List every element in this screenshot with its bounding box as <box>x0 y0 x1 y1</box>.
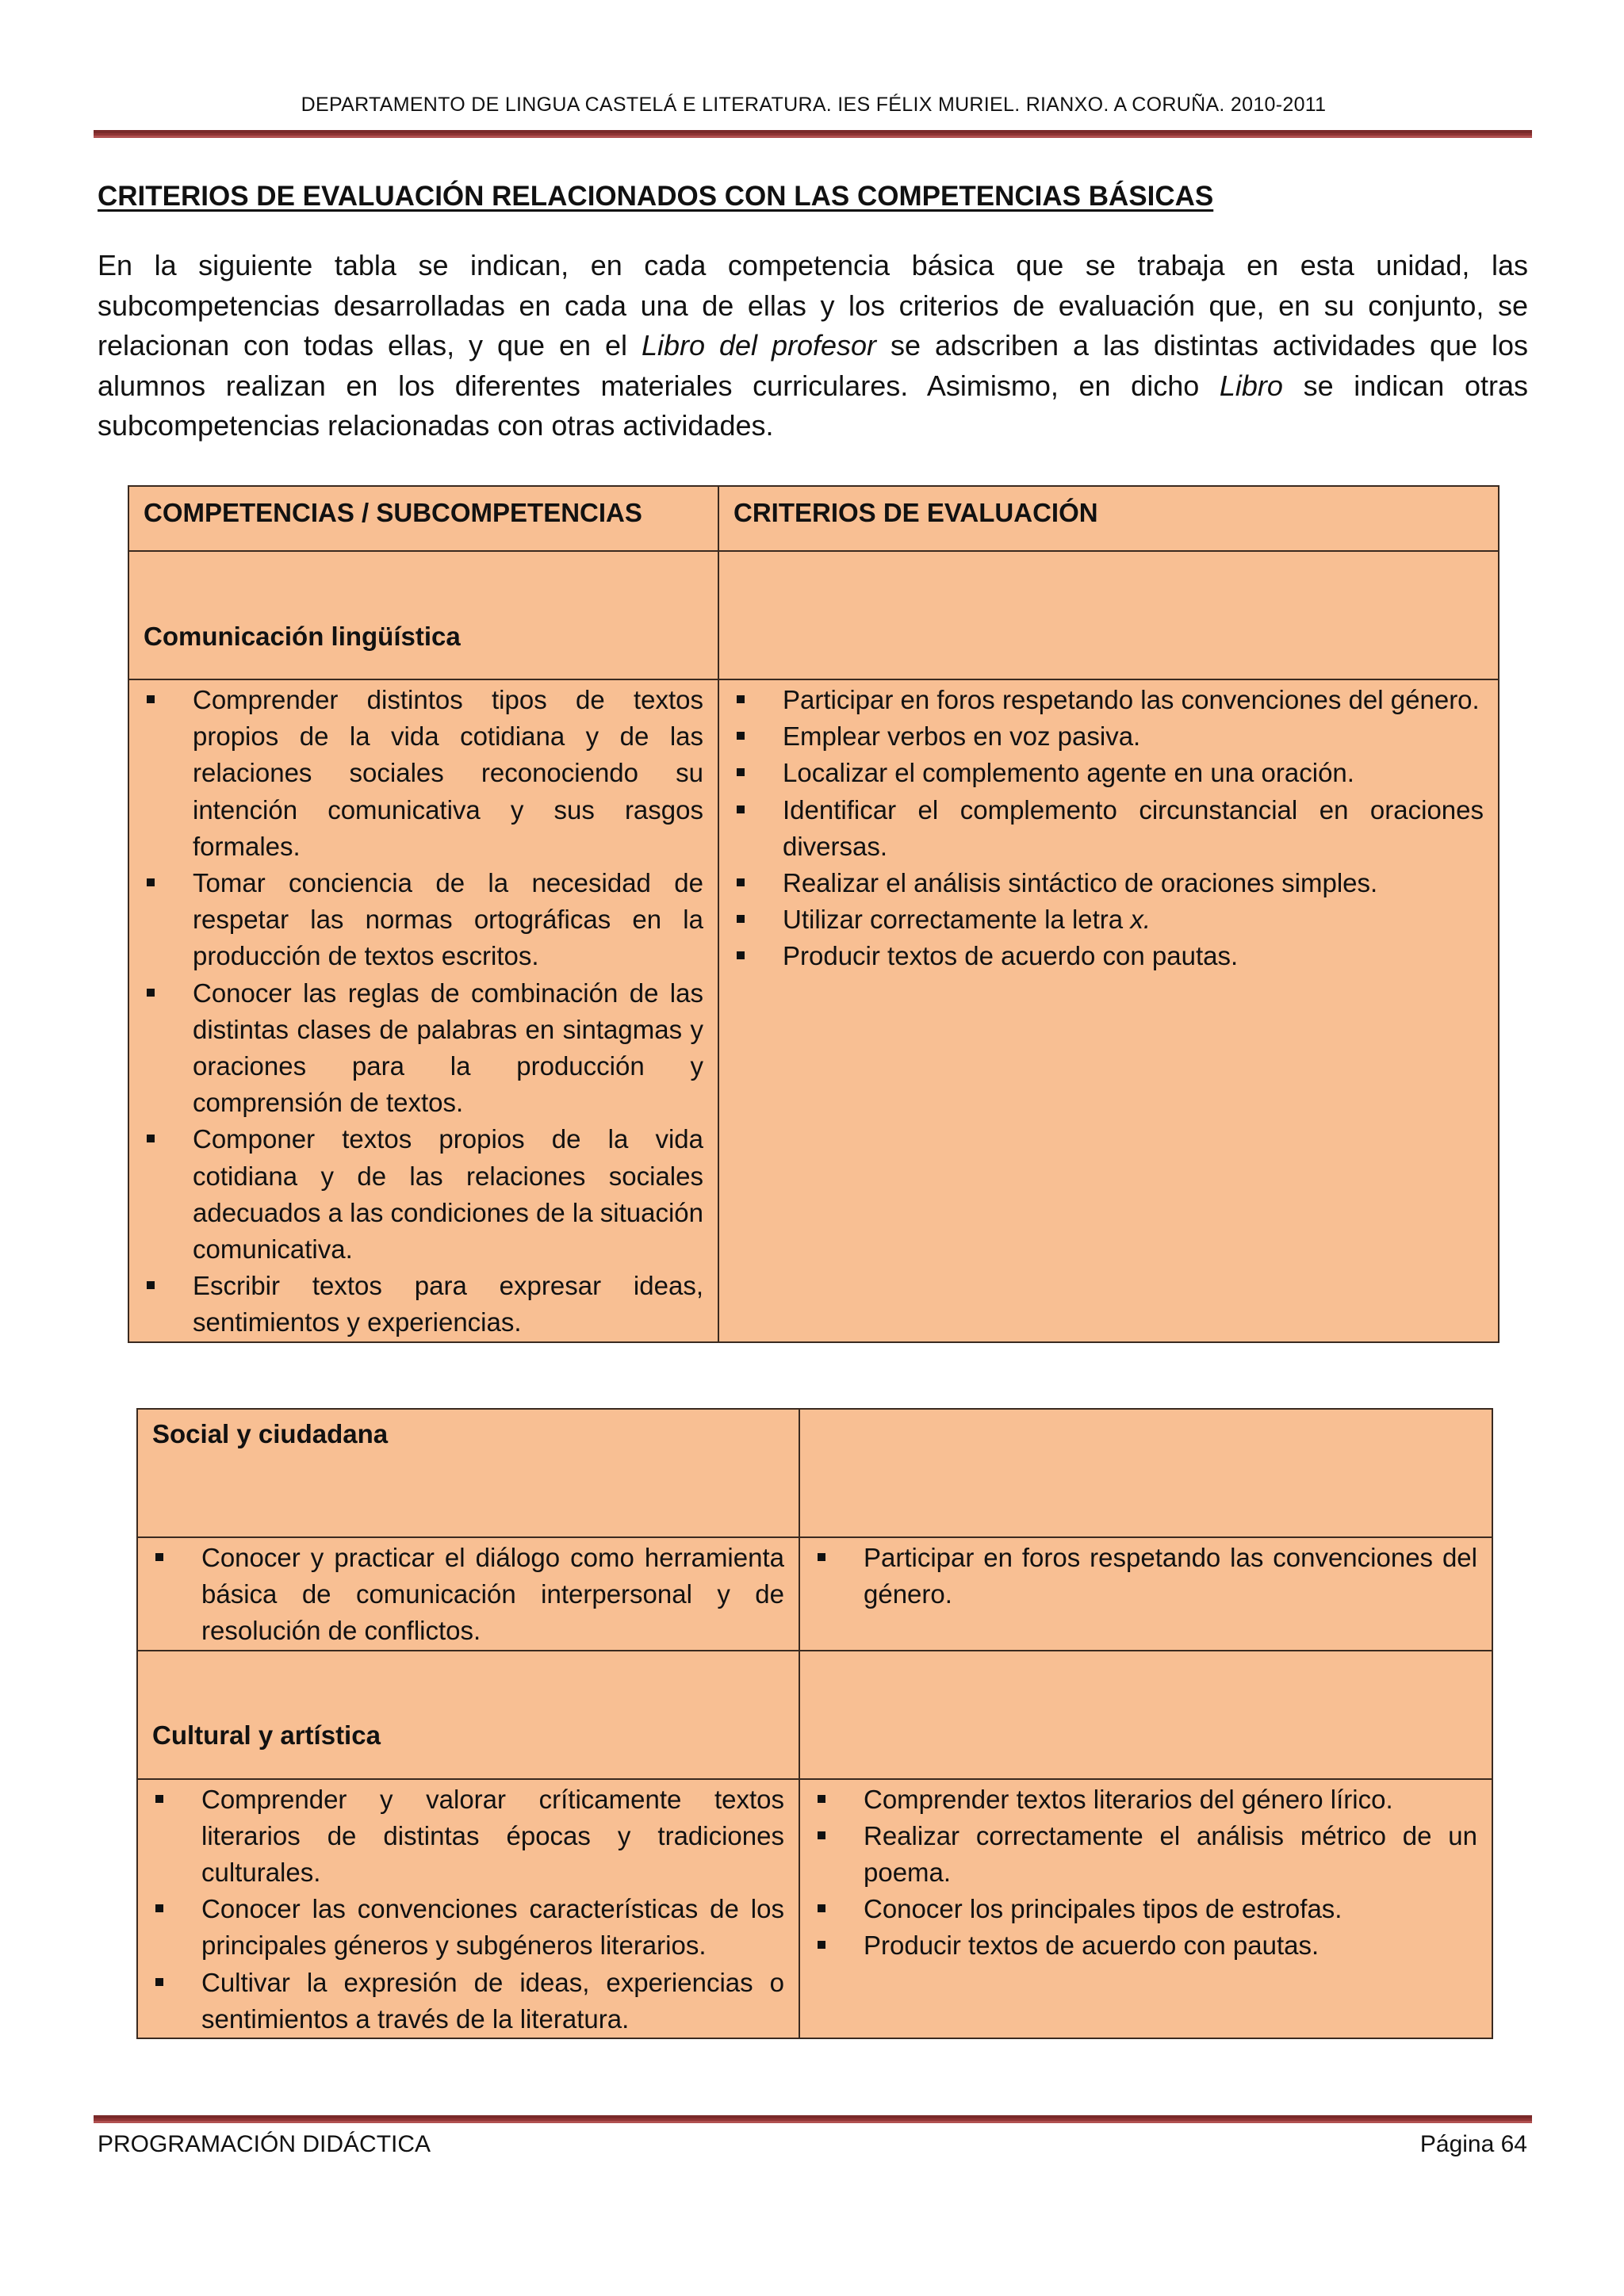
header-rule <box>94 130 1532 138</box>
list-item: Participar en foros respetando las convenciones del género. <box>814 1540 1477 1613</box>
col-header-competencias: COMPETENCIAS / SUBCOMPETENCIAS <box>128 486 718 551</box>
list-item: Conocer los principales tipos de estrofas. <box>814 1891 1477 1927</box>
intro-italic-1: Libro del profesor <box>641 329 877 362</box>
competence-row-cultural <box>137 1651 1492 1779</box>
list-item: Producir textos de acuerdo con pautas. <box>733 938 1484 974</box>
list-item: Conocer las convenciones características de los principales géneros y subgéneros literarios. <box>152 1891 784 1964</box>
intro-paragraph <box>98 246 1528 446</box>
competence-row-social <box>137 1409 1492 1537</box>
subcompetencias-cell <box>128 679 718 1342</box>
competence-row <box>128 551 1499 679</box>
subcompetencias-cell-social <box>137 1537 799 1651</box>
subcompetencias-list-cultural <box>152 1781 784 2038</box>
list-item: Identificar el complemento circunstancial en oraciones diversas. <box>733 792 1484 865</box>
list-item: Comprender distintos tipos de textos propios de la vida cotidiana y de las relaciones sociales reconociendo su intención comunicativa y sus rasgos formales. <box>144 682 703 865</box>
section-title: CRITERIOS DE EVALUACIÓN RELACIONADOS CON LAS COMPETENCIAS BÁSICAS <box>98 181 1214 212</box>
criterios-cell-social <box>799 1537 1492 1651</box>
list-item: Comprender y valorar críticamente textos literarios de distintas épocas y tradiciones culturales. <box>152 1781 784 1892</box>
items-row-social <box>137 1537 1492 1651</box>
intro-italic-2: Libro <box>1219 369 1283 402</box>
list-item: Comprender textos literarios del género lírico. <box>814 1781 1477 1818</box>
list-item: Conocer las reglas de combinación de las distintas clases de palabras en sintagmas y oraciones para la producción y comprensión de textos. <box>144 975 703 1122</box>
page-header: DEPARTAMENTO DE LINGUA CASTELÁ E LITERATURA. IES FÉLIX MURIEL. RIANXO. A CORUÑA. 2010-2011 <box>301 94 1327 116</box>
items-row <box>128 679 1499 1342</box>
list-item: Escribir textos para expresar ideas, sentimientos y experiencias. <box>144 1268 703 1341</box>
competence-title-social: Social y ciudadana <box>152 1419 389 1448</box>
list-item: Conocer y practicar el diálogo como herramienta básica de comunicación interpersonal y de resolución de conflictos. <box>152 1540 784 1650</box>
competence-cell <box>128 551 718 679</box>
page-number: Página 64 <box>1419 2131 1527 2157</box>
list-item: Participar en foros respetando las convenciones del género. <box>733 682 1484 718</box>
intro-text-3: se indican otras subcompetencias relacionadas con otras actividades. <box>98 369 1528 442</box>
list-item: Componer textos propios de la vida cotidiana y de las relaciones sociales adecuados a las condiciones de la situación comunicativa. <box>144 1121 703 1268</box>
criterios-list <box>733 682 1484 975</box>
list-item: Tomar conciencia de la necesidad de respetar las normas ortográficas en la producción de textos escritos. <box>144 865 703 975</box>
list-item: Emplear verbos en voz pasiva. <box>733 718 1484 755</box>
list-item: Localizar el complemento agente en una oración. <box>733 755 1484 791</box>
subcompetencias-list <box>144 682 703 1341</box>
competence-title: Comunicación lingüística <box>144 621 461 651</box>
criterios-cell-cultural <box>799 1779 1492 2038</box>
list-item: Realizar el análisis sintáctico de oraciones simples. <box>733 865 1484 901</box>
competence-empty-cell <box>799 1651 1492 1779</box>
competence-cell-social <box>137 1409 799 1537</box>
list-item: Producir textos de acuerdo con pautas. <box>814 1927 1477 1964</box>
criteria-table-2 <box>136 1408 1493 2039</box>
criterios-list-cultural <box>814 1781 1477 1965</box>
list-item <box>733 901 1484 938</box>
table-header-row <box>128 486 1499 551</box>
criteria-table-1 <box>128 485 1500 1343</box>
criterio-letter-italic: x. <box>1130 905 1151 935</box>
list-item: Cultivar la expresión de ideas, experiencias o sentimientos a través de la literatura. <box>152 1965 784 2038</box>
competence-empty-cell <box>718 551 1499 679</box>
subcompetencias-list-social <box>152 1540 784 1650</box>
criterio-letter-text: Utilizar correctamente la letra <box>783 905 1131 935</box>
competence-title-cultural: Cultural y artística <box>152 1720 381 1751</box>
col-header-criterios: CRITERIOS DE EVALUACIÓN <box>718 486 1499 551</box>
competence-cell-cultural <box>137 1651 799 1779</box>
competence-empty-cell <box>799 1409 1492 1537</box>
criterios-list-social <box>814 1540 1477 1613</box>
footer-rule <box>94 2115 1532 2123</box>
footer-title: PROGRAMACIÓN DIDÁCTICA <box>98 2131 431 2157</box>
subcompetencias-cell-cultural <box>137 1779 799 2038</box>
list-item: Realizar correctamente el análisis métrico de un poema. <box>814 1818 1477 1891</box>
items-row-cultural <box>137 1779 1492 2038</box>
intro-text-2: se adscriben a las distintas actividades que los alumnos realizan en los diferentes materiales curriculares. Asimismo, en dicho <box>98 329 1529 402</box>
criterios-cell <box>718 679 1499 1342</box>
intro-text-1: En la siguiente tabla se indican, en cada competencia básica que se trabaja en esta unidad, las subcompetencias desarrolladas en cada una de ellas y los criterios de evaluación que, en su conjunto, se relacionan con todas ellas, y que en el <box>98 249 1528 362</box>
